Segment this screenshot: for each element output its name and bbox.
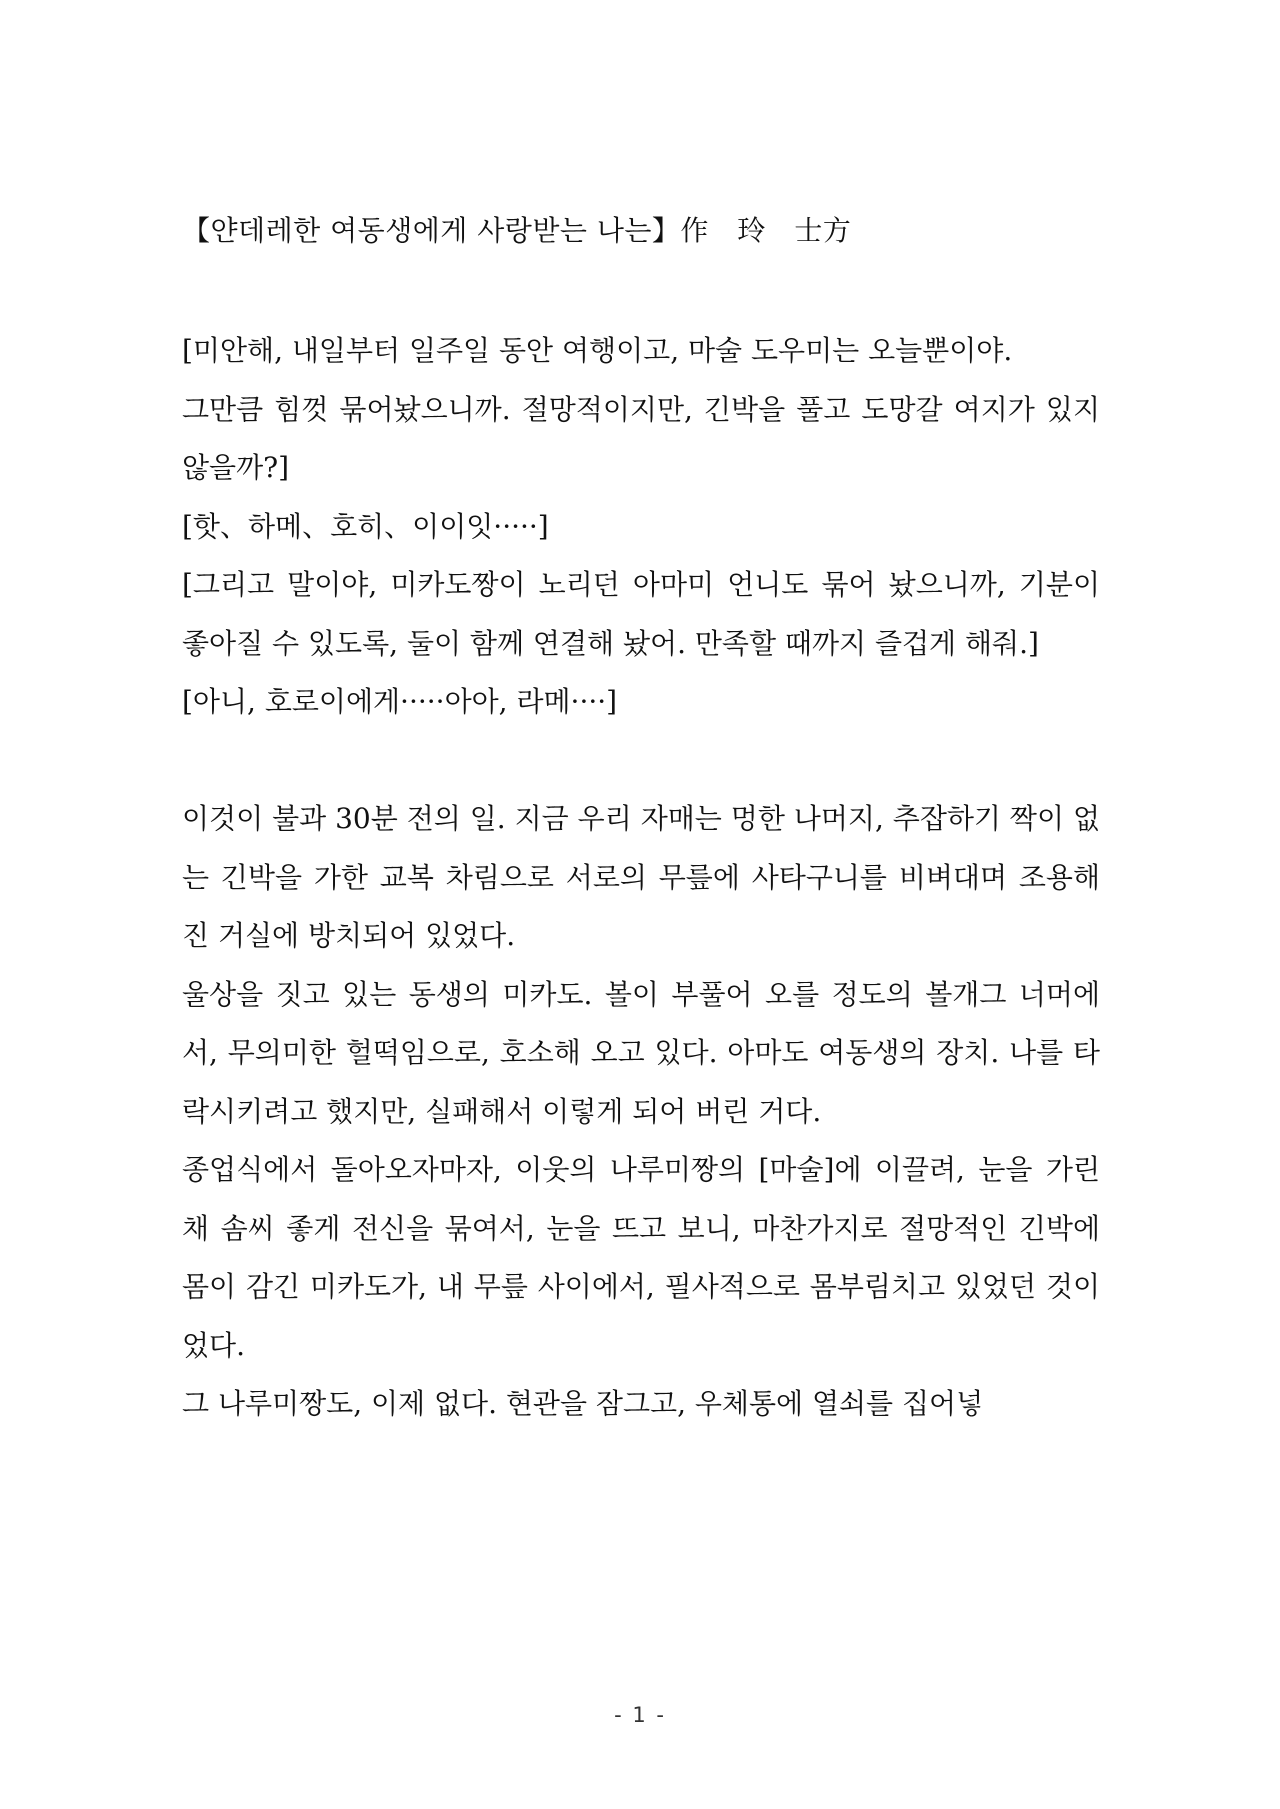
document-title: 【얀데레한 여동생에게 사랑받는 나는】作 玲 士方 <box>182 214 852 247</box>
page-number: - 1 - <box>614 1703 666 1727</box>
narrative-paragraph: 그 나루미짱도, 이제 없다. 현관을 잠그고, 우체통에 열쇠를 집어넣 <box>182 1387 984 1420</box>
document-body <box>182 322 1100 1434</box>
dialogue-paragraph: [그리고 말이야, 미카도짱이 노리던 아마미 언니도 묶어 놨으니까, 기분이 좋아질 수 있도록, 둘이 함께 연결해 놨어. 만족할 때까지 즐겁게 해줘.] <box>182 568 1100 660</box>
narrative-paragraph: 종업식에서 돌아오자마자, 이웃의 나루미짱의 [마술]에 이끌려, 눈을 가린 채 솜씨 좋게 전신을 묶여서, 눈을 뜨고 보니, 마찬가지로 절망적인 긴박에 몸이 감긴 미카도가, 내 무릎 사이에서, 필사적으로 몸부림치고 있었던 것이었다. <box>182 1153 1100 1362</box>
paragraph-gap <box>182 732 1100 791</box>
dialogue-paragraph: [핫、하메、호히、이이잇·····] <box>182 509 549 543</box>
dialogue-paragraph: [아니, 호로이에게·····아아, 라메····] <box>182 685 618 718</box>
narrative-paragraph: 이것이 불과 30분 전의 일. 지금 우리 자매는 멍한 나머지, 추잡하기 짝이 없는 긴박을 가한 교복 차림으로 서로의 무릎에 사타구니를 비벼대며 조용해진 거실에 방치되어 있었다. <box>182 802 1100 952</box>
dialogue-paragraph: 그만큼 힘껏 묶어놨으니까. 절망적이지만, 긴박을 풀고 도망갈 여지가 있지 않을까?] <box>182 392 1100 484</box>
dialogue-paragraph: [미안해, 내일부터 일주일 동안 여행이고, 마술 도우미는 오늘뿐이야. <box>182 334 1013 367</box>
narrative-paragraph: 울상을 짓고 있는 동생의 미카도. 볼이 부풀어 오를 정도의 볼개그 너머에서, 무의미한 헐떡임으로, 호소해 오고 있다. 아마도 여동생의 장치. 나를 타락시키려고 했지만, 실패해서 이렇게 되어 버린 거다. <box>182 977 1100 1128</box>
